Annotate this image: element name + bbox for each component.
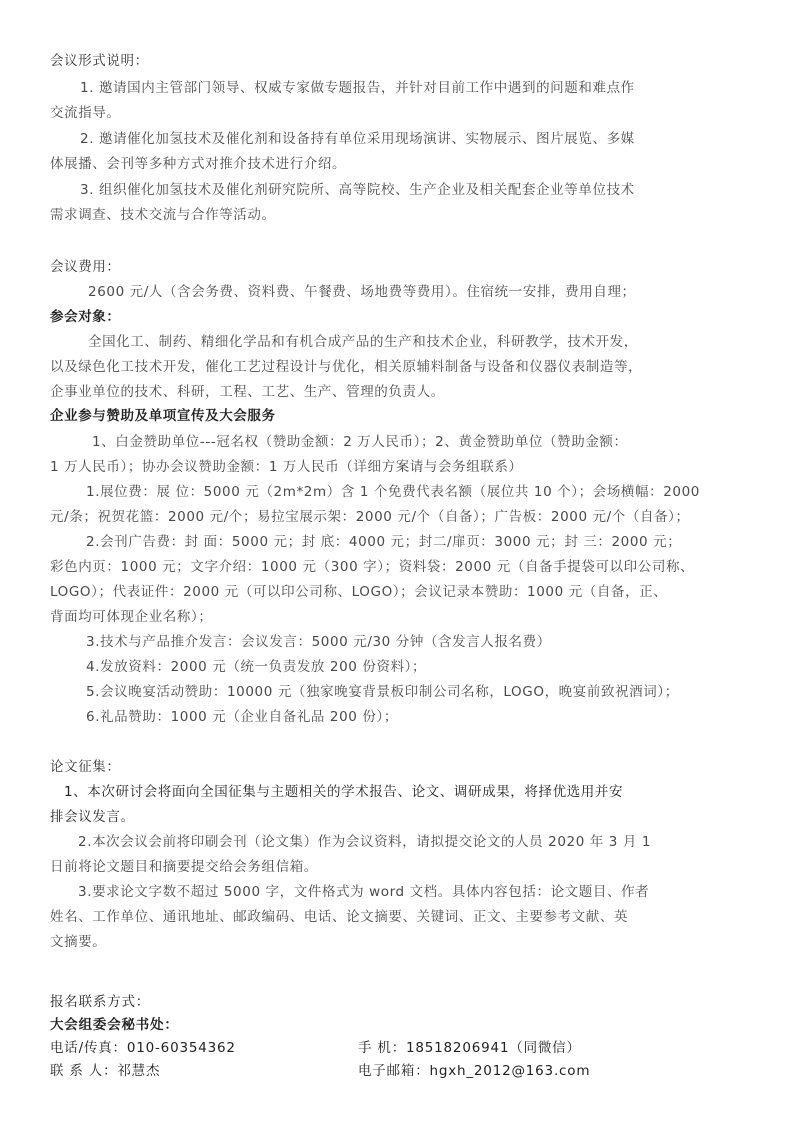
papers-line-1: 1、本次研讨会将面向全国征集与主题相关的学术报告、论文、调研成果，将择优选用并安 [64,784,624,800]
contact-mobile: 手 机：18518206941（同微信） [358,1040,581,1056]
papers-line-6: 姓名、工作单位、通讯地址、邮政编码、电话、论文摘要、关键词、正文、主要参考文献、英 [50,909,629,925]
meeting-format-line-1: 1. 邀请国内主管部门领导、权威专家做专题报告，并针对目前工作中遇到的问题和难点作 [80,80,635,96]
contact-org: 大会组委会秘书处： [50,1017,179,1033]
contact-heading: 报名联系方式： [50,994,151,1010]
sponsorship-heading: 企业参与赞助及单项宣传及大会服务 [50,408,276,424]
sponsorship-line-3: 1.展位费：展 位：5000 元（2m*2m）含 1 个免费代表名额（展位共 10 个）；会场横幅：2000 [86,484,700,500]
attendees-line-3: 企事业单位的技术、科研，工程、工艺、生产、管理的负责人。 [50,384,445,400]
contact-phone-fax: 电话/传真：010-60354362 [50,1040,236,1056]
sponsorship-line-4: 元/条；祝贺花篮：2000 元/个；易拉宝展示架：2000 元/个（自备）；广告板：2000 元/个（自备）； [50,509,690,525]
attendees-line-1: 全国化工、制药、精细化学品和有机合成产品的生产和技术企业，科研教学，技术开发， [88,334,638,350]
papers-line-3: 2.本次会议会前将印刷会刊（论文集）作为会议资料，请拟提交论文的人员 2020 年 3 月 1 [78,834,652,850]
sponsorship-line-11: 5.会议晚宴活动赞助：10000 元（独家晚宴背景板印制公司名称，LOGO，晚宴前致祝酒词）； [86,684,679,700]
fee-heading: 会议费用： [50,259,121,275]
meeting-format-line-4: 体展播、会刊等多种方式对推介技术进行介绍。 [50,156,347,172]
sponsorship-line-12: 6.礼品赞助：1000 元（企业自备礼品 200 份）； [86,709,398,725]
meeting-format-line-6: 需求调查、技术交流与合作等活动。 [50,207,276,223]
sponsorship-line-1: 1、白金赞助单位---冠名权（赞助金额：2 万人民币）；2、黄金赞助单位（赞助金额： [92,434,628,450]
papers-line-2: 排会议发言。 [50,809,135,825]
attendees-line-2: 以及绿色化工技术开发，催化工艺过程设计与优化，相关原辅料制备与设备和仪器仪表制造等， [50,359,643,375]
contact-email: 电子邮箱：hgxh_2012@163.com [358,1063,591,1079]
papers-line-5: 3.要求论文字数不超过 5000 字，文件格式为 word 文档。具体内容包括：论文题目、作者 [78,884,650,900]
meeting-format-line-2: 交流指导。 [50,105,121,121]
meeting-format-heading: 会议形式说明： [50,53,149,69]
sponsorship-line-7: LOGO）；代表证件：2000 元（可以印公司称、LOGO）；会议记录本赞助：1000 元（自备，正、 [50,584,668,600]
sponsorship-line-2: 1 万人民币）；协办会议赞助金额：1 万人民币（详细方案请与会务组联系） [50,459,523,475]
meeting-format-line-5: 3. 组织催化加氢技术及催化剂研究院所、高等院校、生产企业及相关配套企业等单位技术 [80,182,635,198]
meeting-format-line-3: 2. 邀请催化加氢技术及催化剂和设备持有单位采用现场演讲、实物展示、图片展览、多媒 [80,131,635,147]
papers-heading: 论文征集： [50,759,121,775]
sponsorship-line-6: 彩色内页：1000 元；文字介绍：1000 元（300 字）；资料袋：2000 元（自备手提袋可以印公司称、 [50,559,695,575]
sponsorship-line-9: 3.技术与产品推介发言：会议发言：5000 元/30 分钟（含发言人报名费） [86,634,551,650]
sponsorship-line-8: 背面均可体现企业名称）； [50,609,213,625]
papers-line-4: 日前将论文题目和摘要提交给会务组信箱。 [50,859,318,875]
contact-person: 联 系 人：祁慧杰 [50,1063,161,1079]
sponsorship-line-5: 2.会刊广告费：封 面：5000 元；封 底：4000 元；封二/扉页：3000 元；封 三：2000 元； [86,534,682,550]
papers-line-7: 文摘要。 [50,934,107,950]
attendees-heading: 参会对象： [50,309,121,325]
sponsorship-line-10: 4.发放资料：2000 元（统一负责发放 200 份资料）； [86,659,427,675]
fee-text: 2600 元/人（含会务费、资料费、午餐费、场地费等费用）。住宿统一安排，费用自理； [88,284,636,300]
